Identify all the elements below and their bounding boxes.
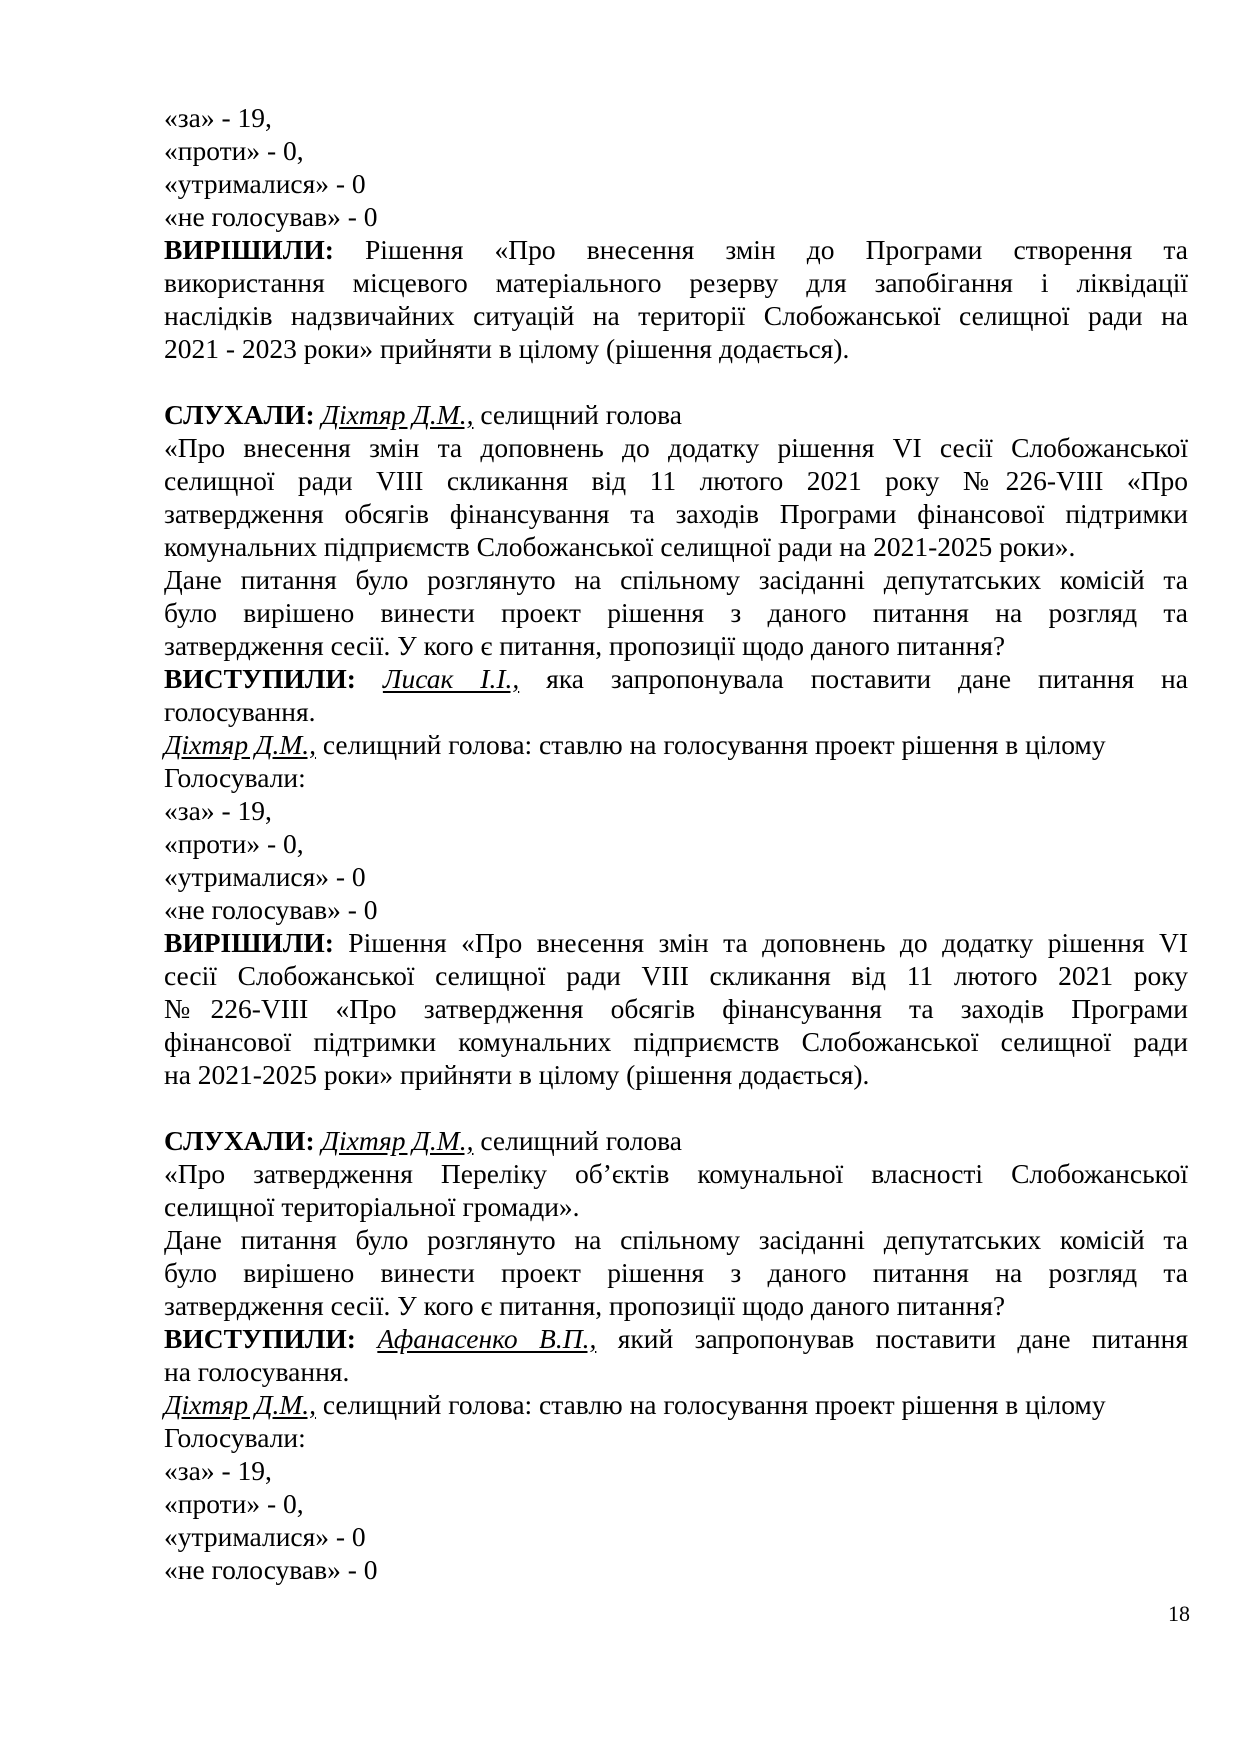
speaker-name: Діхтяр Д.М., [321,399,474,430]
decision-line: 2021 - 2023 роки» прийняти в цілому (рішення додається). [164,333,850,364]
vote-abstained: «утрималися» - 0 [164,1521,366,1552]
spoke-line [164,1322,1188,1355]
chair-text: селищний голова: ставлю на голосування проект рішення в цілому [315,729,1106,760]
vote-not-voted: «не голосував» - 0 [164,894,378,925]
speaker-name: Лисак І.І., [382,663,520,694]
topic-line: комунальних підприємств Слобожанської селищної ради на 2021-2025 роки». [164,531,1076,562]
decision-line [164,233,1188,266]
decision-line: на 2021-2025 роки» прийняти в цілому (рішення додається). [164,1059,870,1090]
vote-not-voted: «не голосував» - 0 [164,201,378,232]
heard-line [164,398,1188,431]
spoke-label: ВИСТУПИЛИ: [164,663,356,694]
decision-text: Рішення «Про внесення змін та доповнень до додатку рішення VI [333,927,1188,958]
page-number: 18 [1168,1601,1190,1626]
decision-line: використання місцевого матеріального резерву для запобігання і ліквідації [164,267,1188,298]
decision-label: ВИРІШИЛИ: [164,927,334,958]
heard-line [164,1124,1188,1157]
paragraph-gap [164,1091,1188,1124]
decision-line: фінансової підтримки комунальних підприємств Слобожанської селищної ради [164,1026,1188,1057]
info-line: Дане питання було розглянуто на спільному засіданні депутатських комісій та [164,564,1188,595]
vote-against: «проти» - 0, [164,1488,304,1519]
topic-line: затвердження обсягів фінансування та заходів Програми фінансової підтримки [164,498,1188,529]
speaker-name: Діхтяр Д.М., [164,1389,316,1420]
topic-line: селищної ради VIII скликання від 11 лютого 2021 року №226-VIII «Про [164,465,1188,496]
vote-for: «за» - 19, [164,1455,272,1486]
document-body [164,101,1188,1586]
vote-for: «за» - 19, [164,102,272,133]
decision-line: сесії Слобожанської селищної ради VIII скликання від 11 лютого 2021 року [164,960,1188,991]
speaker-name: Діхтяр Д.М., [321,1125,474,1156]
spoke-continuation: голосування. [164,696,316,727]
voted-label: Голосували: [164,1422,306,1453]
paragraph-gap [164,365,1188,398]
info-line: Дане питання було розглянуто на спільному засіданні депутатських комісій та [164,1224,1188,1255]
speaker-name: Афанасенко В.П., [377,1323,597,1354]
speaker-role: селищний голова [473,399,683,430]
spoke-label: ВИСТУПИЛИ: [164,1323,356,1354]
topic-line: «Про затвердження Переліку об’єктів комунальної власності Слобожанської [164,1158,1188,1189]
vote-not-voted: «не голосував» - 0 [164,1554,378,1585]
vote-for: «за» - 19, [164,795,272,826]
vote-abstained: «утрималися» - 0 [164,861,366,892]
decision-text: Рішення «Про внесення змін до Програми створення та [333,234,1188,265]
spoke-text: яка запропонувала поставити дане питання на [519,663,1188,694]
topic-line: «Про внесення змін та доповнень до додатку рішення VI сесії Слобожанської [164,432,1188,463]
info-line: затвердження сесії. У кого є питання, пропозиції щодо даного питання? [164,630,1006,661]
vote-against: «проти» - 0, [164,135,304,166]
topic-line: селищної територіальної громади». [164,1191,580,1222]
decision-line [164,926,1188,959]
speaker-role: селищний голова [473,1125,683,1156]
speaker-name: Діхтяр Д.М., [164,729,316,760]
spoke-line [164,662,1188,695]
decision-line: наслідків надзвичайних ситуацій на території Слобожанської селищної ради на [164,300,1188,331]
voted-label: Голосували: [164,762,306,793]
heard-label: СЛУХАЛИ: [164,399,315,430]
info-line: було вирішено винести проект рішення з даного питання на розгляд та [164,597,1188,628]
info-line: було вирішено винести проект рішення з даного питання на розгляд та [164,1257,1188,1288]
heard-label: СЛУХАЛИ: [164,1125,315,1156]
info-line: затвердження сесії. У кого є питання, пропозиції щодо даного питання? [164,1290,1006,1321]
chair-line [164,728,1188,761]
chair-text: селищний голова: ставлю на голосування проект рішення в цілому [315,1389,1106,1420]
spoke-text: який запропонував поставити дане питання [596,1323,1189,1354]
vote-abstained: «утрималися» - 0 [164,168,366,199]
decision-line: №226-VIII «Про затвердження обсягів фінансування та заходів Програми [164,993,1188,1024]
chair-line [164,1388,1188,1421]
decision-label: ВИРІШИЛИ: [164,234,334,265]
spoke-continuation: на голосування. [164,1356,350,1387]
vote-against: «проти» - 0, [164,828,304,859]
